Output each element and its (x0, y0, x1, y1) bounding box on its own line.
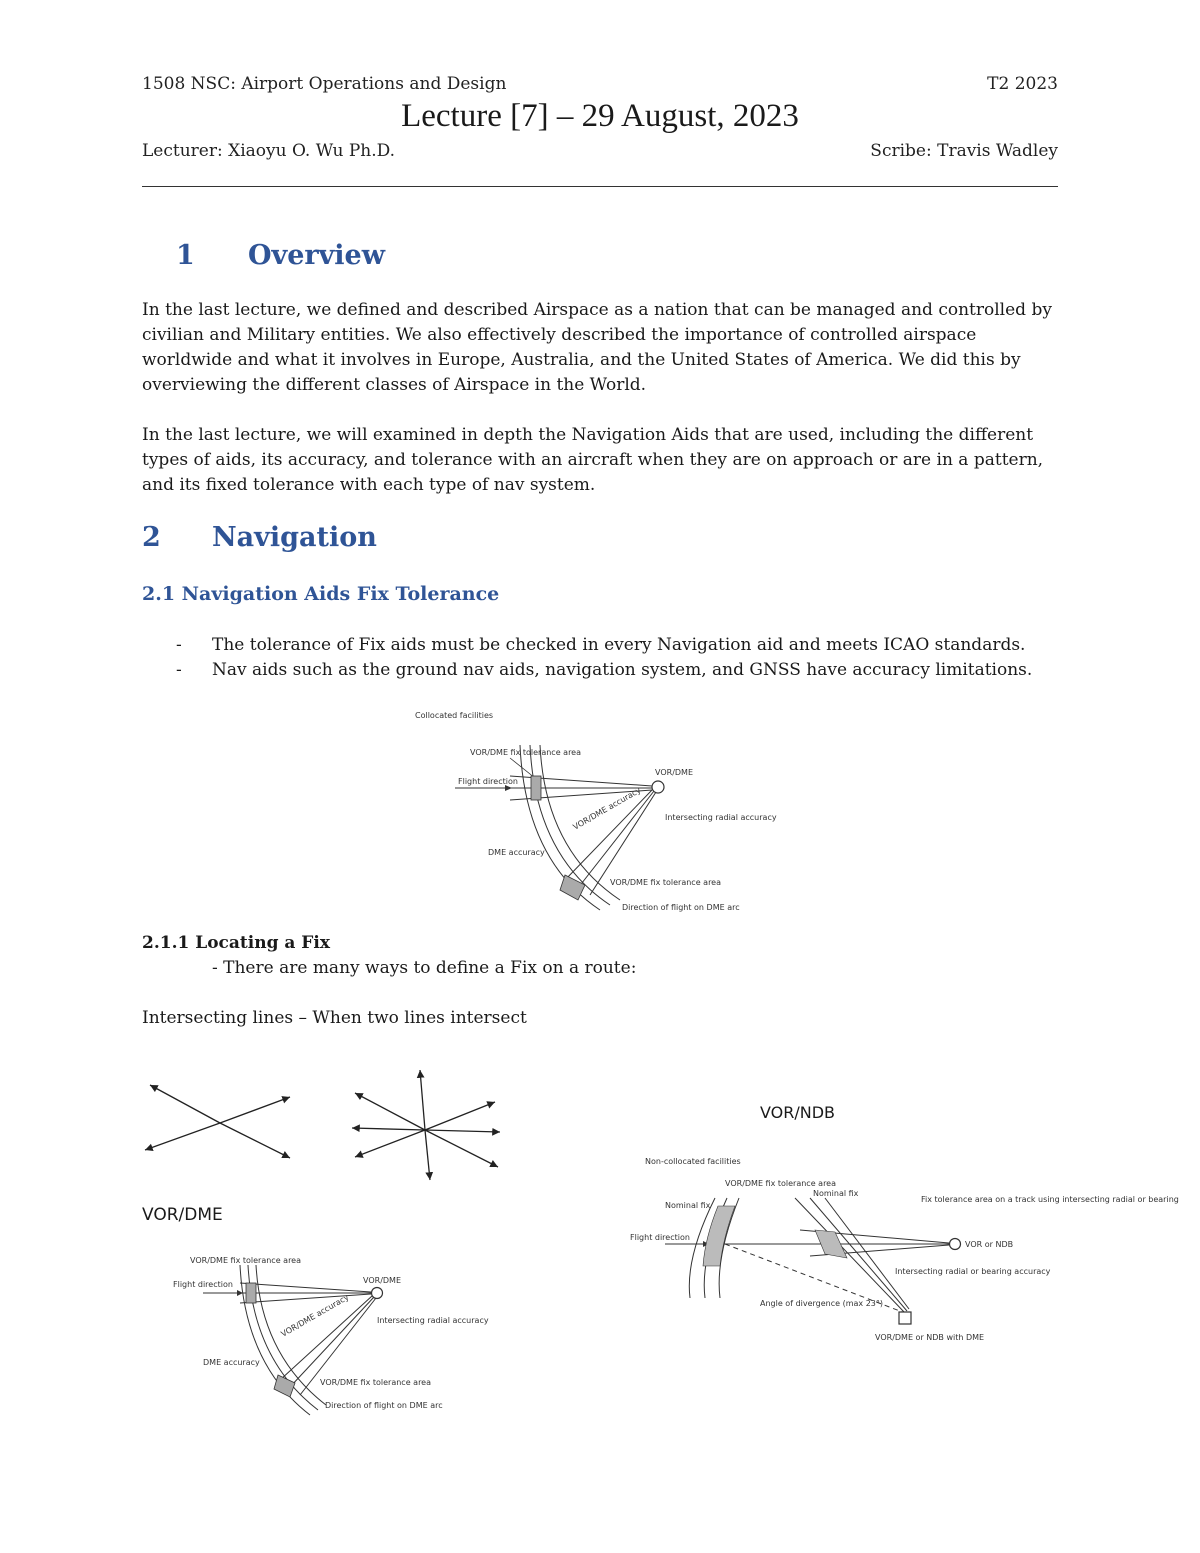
figure-caption: Collocated facilities (415, 711, 494, 720)
section-2-title: Navigation (212, 522, 377, 553)
flight-direction-label: Flight direction (173, 1280, 233, 1289)
bullet-item: Nav aids such as the ground nav aids, navigation system, and GNSS have accuracy limitations. (212, 660, 1033, 680)
subsection-2-1-1-title: 2.1.1 Locating a Fix (142, 933, 330, 953)
vor-ndb-figure (625, 1148, 1179, 1378)
vor-dme-station (372, 1288, 383, 1299)
tolerance-area-label: VOR/DME fix tolerance area (610, 878, 721, 887)
vor-dme-ndb-station (899, 1312, 911, 1324)
station-label: VOR/DME (655, 768, 693, 777)
fix-area-label: VOR/DME fix tolerance area (190, 1256, 301, 1265)
course-title: 1508 NSC: Airport Operations and Design (142, 74, 507, 94)
flight-direction-label: Flight direction (458, 777, 518, 786)
overview-paragraph-1 (142, 298, 1062, 398)
locating-fix-text: - There are many ways to define a Fix on a route: (212, 958, 637, 978)
dme-accuracy-label: DME accuracy (488, 848, 545, 857)
intersecting-lines-figure (140, 1060, 520, 1190)
vor-dme-heading: VOR/DME (142, 1205, 223, 1225)
fix-area-label: VOR/DME fix tolerance area (470, 748, 581, 757)
vor-ndb-label: VOR or NDB (965, 1240, 1014, 1249)
nominal-fix-label-1: Nominal fix (665, 1201, 711, 1210)
overview-paragraph-2 (142, 423, 1062, 498)
station-label: VOR/DME (363, 1276, 401, 1285)
dme-accuracy-label: DME accuracy (203, 1358, 260, 1367)
tolerance-area-label: Fix tolerance area on a track using intersecting radial or bearing (921, 1195, 1179, 1204)
subsection-2-1-title: 2.1 Navigation Aids Fix Tolerance (142, 583, 500, 605)
text-line: civilian and Military entities. We also effectively described the importance of controlled airspace (142, 325, 977, 345)
text-line: overviewing the different classes of Airspace in the World. (142, 375, 647, 395)
vor-ndb-station (950, 1239, 961, 1250)
bullet-item: The tolerance of Fix aids must be checked in every Navigation aid and meets ICAO standards. (212, 635, 1026, 655)
nominal-fix-label-2: Nominal fix (813, 1189, 859, 1198)
text-line: In the last lecture, we defined and described Airspace as a nation that can be managed and controlled by (142, 300, 1052, 320)
text-line: worldwide and what it involves in Europe, Australia, and the United States of America. We did this by (142, 350, 1021, 370)
station-2-label: VOR/DME or NDB with DME (875, 1333, 985, 1342)
lecturer-name: Lecturer: Xiaoyu O. Wu Ph.D. (142, 141, 396, 161)
radial-accuracy-label: Intersecting radial accuracy (665, 813, 777, 822)
intersecting-lines-text: Intersecting lines – When two lines intersect (142, 1008, 527, 1028)
scribe-name: Scribe: Travis Wadley (870, 141, 1058, 161)
figure-caption: Non-collocated facilities (645, 1157, 741, 1166)
section-1-title: Overview (248, 240, 385, 271)
flight-direction-label: Flight direction (630, 1233, 690, 1242)
bullet-marker: - (176, 635, 182, 655)
text-line: In the last lecture, we will examined in depth the Navigation Aids that are used, including the different (142, 425, 1034, 445)
term-label: T2 2023 (987, 74, 1058, 94)
dme-arc-label: Direction of flight on DME arc (325, 1401, 443, 1410)
lecture-title: Lecture [7] – 29 August, 2023 (401, 98, 799, 134)
text-line: and its fixed tolerance with each type of nav system. (142, 475, 596, 495)
angle-label: VOR/DME accuracy (571, 785, 643, 832)
section-2-number: 2 (142, 522, 161, 553)
bullet-marker: - (176, 660, 182, 680)
section-1-number: 1 (176, 240, 195, 271)
angle-label: VOR/DME accuracy (279, 1292, 351, 1339)
tolerance-area-label: VOR/DME fix tolerance area (320, 1378, 431, 1387)
dme-arc-label: Direction of flight on DME arc (622, 903, 740, 912)
collocated-fix-figure (400, 700, 780, 920)
radial-accuracy-label: Intersecting radial or bearing accuracy (895, 1267, 1051, 1276)
vor-ndb-heading: VOR/NDB (760, 1103, 836, 1122)
vor-dme-figure (165, 1245, 489, 1420)
fix-area-label: VOR/DME fix tolerance area (725, 1179, 836, 1188)
radial-accuracy-label: Intersecting radial accuracy (377, 1316, 489, 1325)
header-divider (142, 186, 1058, 187)
divergence-angle-label: Angle of divergence (max 23°) (760, 1299, 883, 1308)
text-line: types of aids, its accuracy, and tolerance with an aircraft when they are on approach or are in a pattern, (142, 450, 1044, 470)
